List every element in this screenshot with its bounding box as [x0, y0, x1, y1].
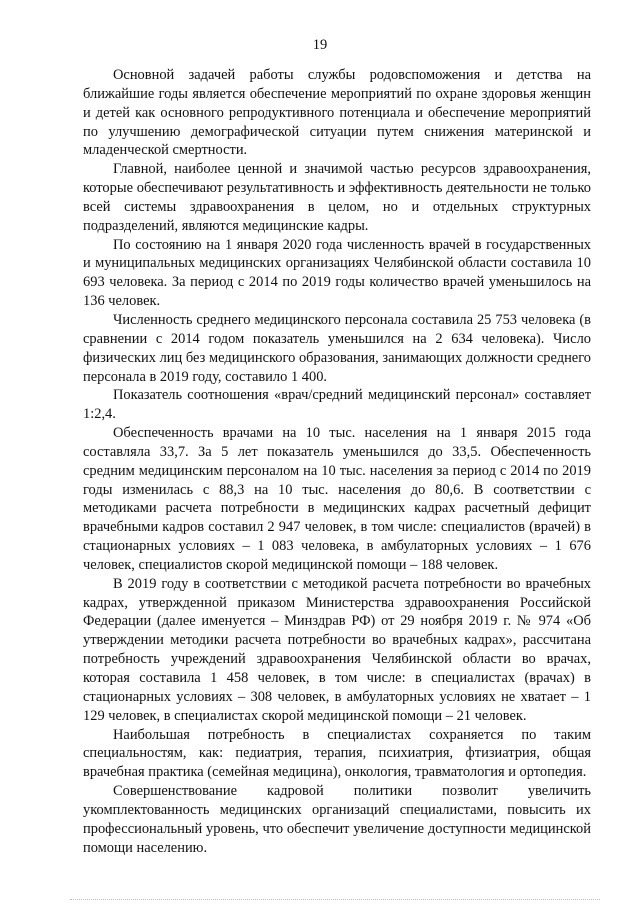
paragraph-doctor-nurse-ratio: Показатель соотношения «врач/средний медицинский персонал» составляет 1:2,4.	[83, 387, 591, 423]
paragraph-most-needed-specialties: Наибольшая потребность в специалистах сохраняется по таким специальностям, как: педиатрия, терапия, психиатрия, фтизиатрия, общая врачебная практика (семейная медицина), онкология, травматология и ортопедия.	[83, 726, 591, 781]
bottom-divider	[70, 899, 600, 900]
paragraph-doctor-count: По состоянию на 1 января 2020 года численность врачей в государственных и муниципальных медицинских организациях Челябинской области составила 10 693 человека. За период с 2014 по 2019 годы количество врачей уменьшилось на 136 человек.	[83, 236, 591, 310]
paragraph-2019-need-calculation: В 2019 году в соответствии с методикой расчета потребности во врачебных кадрах, утвержденной приказом Министерства здравоохранения Российской Федерации (далее именуется – Минздрав РФ) от 29 ноября 2019 г. № 974 «Об утверждении методики расчета потребности во врачебных кадрах», рассчитана потребность учреждений здравоохранения Челябинской области во врачах, которая составила 1 458 человек, в том числе: в специалистах (врачах) в стационарных условиях – 308 человек, в амбулаторных условиях не хватает – 1 129 человек, в специалистах скорой медицинской помощи – 21 человек.	[83, 575, 591, 724]
page-number: 19	[312, 37, 328, 53]
paragraph-staffing-levels-deficit: Обеспеченность врачами на 10 тыс. населения на 1 января 2015 года составляла 33,7. За 5 лет показатель уменьшился до 33,5. Обеспеченность средним медицинским персоналом на 10 тыс. населения за период с 2014 по 2019 годы изменилась с 88,3 на 10 тыс. населения до 80,6. В соответствии с методиками расчета потребности в медицинских кадрах расчетный дефицит врачебными кадров составил 2 947 человек, в том числе: специалистов (врачей) в стационарных условиях – 1 083 человека, в амбулаторных условиях – 1 676 человек, специалистов скорой медицинской помощи – 188 человек.	[83, 425, 591, 573]
paragraph-medical-personnel-resource: Главной, наиболее ценной и значимой частью ресурсов здравоохранения, которые обеспечивают результативность и эффективность деятельности не только всей системы здравоохранения в целом, но и отдельных структурных подразделений, являются медицинские кадры.	[83, 161, 591, 234]
paragraph-personnel-policy: Совершенствование кадровой политики позволит увеличить укомплектованность медицинских организаций специалистами, повысить их профессиональный уровень, что обеспечит увеличение доступности медицинской помощи населению.	[83, 783, 591, 856]
document-body	[83, 66, 591, 857]
paragraph-obstetric-service-goal: Основной задачей работы службы родовспоможения и детства на ближайшие годы является обеспечение мероприятий по охране здоровья женщин и детей как основного репродуктивного потенциала и обеспечение мероприятий по улучшению демографической ситуации путем снижения материнской и младенческой смертности.	[83, 67, 591, 159]
paragraph-nursing-staff-count: Численность среднего медицинского персонала составила 25 753 человека (в сравнении с 2014 годом показатель уменьшился на 2 634 человека). Число физических лиц без медицинского образования, занимающих должности среднего персонала в 2019 году, составило 1 400.	[83, 311, 591, 385]
